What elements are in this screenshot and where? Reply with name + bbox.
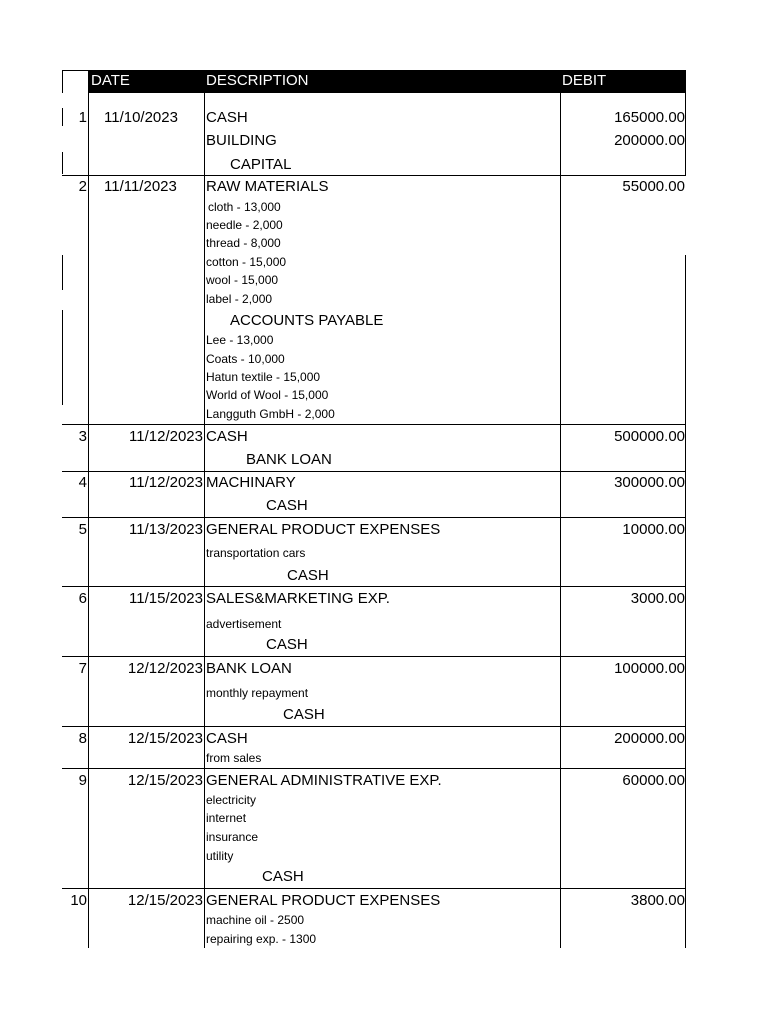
- detail-line: wool - 15,000: [206, 273, 279, 287]
- entry-number: 9: [78, 772, 87, 789]
- row-separator: [62, 471, 686, 472]
- credit-detail-line: World of Wool - 15,000: [206, 388, 329, 402]
- detail-line: machine oil - 2500: [206, 913, 305, 927]
- debit-account: MACHINARY: [206, 474, 296, 491]
- entry-number: 4: [78, 474, 87, 491]
- entry-date: 12/15/2023: [127, 892, 203, 909]
- credit-account: CASH: [262, 868, 304, 885]
- detail-line: transportation cars: [206, 546, 306, 560]
- detail-line: electricity: [206, 793, 257, 807]
- grid-line-vertical: [685, 255, 686, 948]
- entry-date: 11/12/2023: [129, 474, 203, 491]
- grid-line-vertical: [560, 93, 561, 948]
- row-separator: [62, 768, 686, 769]
- row-separator: [62, 517, 686, 518]
- debit-account: GENERAL ADMINISTRATIVE EXP.: [206, 772, 442, 789]
- row-separator: [62, 656, 686, 657]
- detail-line: from sales: [206, 751, 262, 765]
- entry-date: 12/15/2023: [127, 772, 203, 789]
- entry-date: 11/13/2023: [129, 521, 203, 538]
- entry-date: 11/15/2023: [129, 590, 203, 607]
- detail-line: repairing exp. - 1300: [206, 932, 317, 946]
- entry-date: 12/15/2023: [127, 730, 203, 747]
- debit-amount: 60000.00: [622, 772, 685, 789]
- debit-amount: 10000.00: [622, 521, 685, 538]
- debit-amount: 300000.00: [614, 474, 685, 491]
- header-date: DATE: [91, 72, 130, 89]
- entry-number: 2: [78, 178, 87, 195]
- debit-account: RAW MATERIALS: [206, 178, 329, 195]
- grid-line-vertical: [62, 152, 63, 174]
- detail-line: utility: [206, 849, 234, 863]
- entry-date: 11/11/2023: [104, 178, 177, 195]
- credit-account: CASH: [287, 567, 329, 584]
- grid-line-vertical: [685, 93, 686, 175]
- detail-line: needle - 2,000: [206, 218, 283, 232]
- entry-number: 8: [78, 730, 87, 747]
- debit-amount: 3000.00: [630, 590, 685, 607]
- entry-date: 12/12/2023: [127, 660, 203, 677]
- credit-account: BANK LOAN: [246, 451, 332, 468]
- header-debit: DEBIT: [562, 72, 607, 89]
- debit-account: BUILDING: [206, 132, 277, 149]
- row-separator: [62, 424, 686, 425]
- debit-account: BANK LOAN: [206, 660, 292, 677]
- entry-number: 10: [70, 892, 87, 909]
- debit-account: SALES&MARKETING EXP.: [206, 590, 390, 607]
- entry-number: 1: [78, 109, 87, 126]
- credit-account: CASH: [266, 636, 308, 653]
- entry-date: 11/12/2023: [129, 428, 203, 445]
- debit-amount: 55000.00: [622, 178, 685, 195]
- row-separator: [62, 888, 686, 889]
- grid-line-vertical: [62, 255, 63, 290]
- detail-line: thread - 8,000: [206, 236, 281, 250]
- header-left-border: [62, 70, 63, 93]
- credit-detail-line: Langguth GmbH - 2,000: [206, 407, 335, 421]
- detail-line: monthly repayment: [206, 686, 309, 700]
- header-description: DESCRIPTION: [206, 72, 309, 89]
- credit-account: CASH: [283, 706, 325, 723]
- detail-line: label - 2,000: [206, 292, 273, 306]
- credit-account: CASH: [266, 497, 308, 514]
- grid-line-vertical: [204, 93, 205, 948]
- detail-line: insurance: [206, 830, 259, 844]
- detail-line: advertisement: [206, 617, 282, 631]
- entry-number: 3: [78, 428, 87, 445]
- entry-number: 5: [78, 521, 87, 538]
- debit-account: GENERAL PRODUCT EXPENSES: [206, 521, 441, 538]
- debit-amount: 165000.00: [614, 109, 685, 126]
- debit-amount: 200000.00: [614, 132, 685, 149]
- row-separator: [62, 726, 686, 727]
- debit-account: CASH: [206, 109, 248, 126]
- credit-detail-line: Hatun textile - 15,000: [206, 370, 321, 384]
- debit-amount: 100000.00: [614, 660, 685, 677]
- row-separator: [62, 586, 686, 587]
- entry-date: 11/10/2023: [104, 109, 178, 126]
- row-separator: [62, 175, 686, 176]
- debit-amount: 200000.00: [614, 730, 685, 747]
- credit-account: CAPITAL: [230, 156, 292, 173]
- detail-line: internet: [206, 811, 247, 825]
- credit-detail-line: Coats - 10,000: [206, 352, 285, 366]
- debit-amount: 3800.00: [630, 892, 685, 909]
- detail-line: cotton - 15,000: [206, 255, 287, 269]
- header-top-border: [62, 70, 88, 71]
- entry-number: 6: [78, 590, 87, 607]
- debit-account: CASH: [206, 730, 248, 747]
- grid-line-vertical: [62, 310, 63, 405]
- credit-detail-line: Lee - 13,000: [206, 333, 274, 347]
- entry-number: 7: [78, 660, 87, 677]
- detail-line: cloth - 13,000: [208, 200, 281, 214]
- debit-account: CASH: [206, 428, 248, 445]
- credit-account: ACCOUNTS PAYABLE: [230, 312, 384, 329]
- debit-amount: 500000.00: [614, 428, 685, 445]
- debit-account: GENERAL PRODUCT EXPENSES: [206, 892, 441, 909]
